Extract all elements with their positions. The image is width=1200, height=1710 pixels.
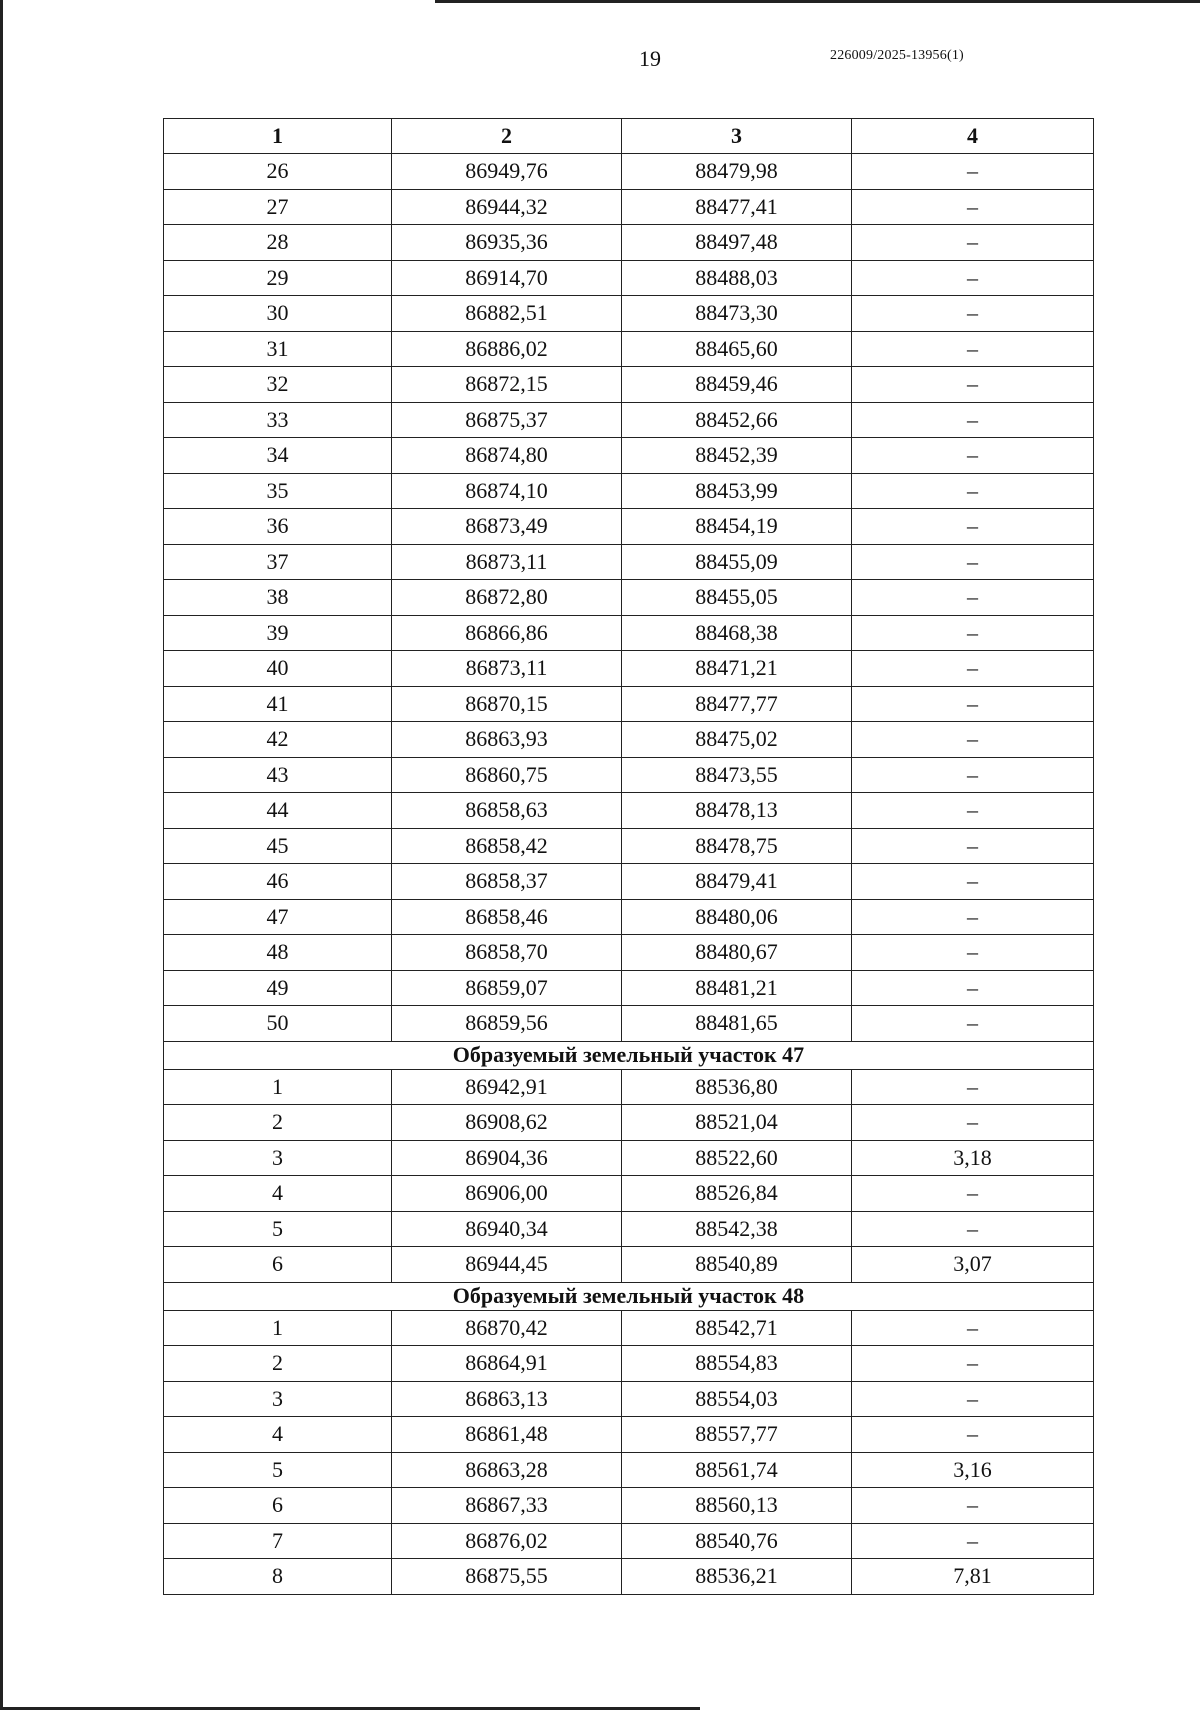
y-coordinate-cell: 88459,46	[622, 367, 852, 403]
x-coordinate-cell: 86944,32	[392, 189, 622, 225]
value-cell: –	[852, 1523, 1094, 1559]
y-coordinate-cell: 88542,38	[622, 1211, 852, 1247]
point-number-cell: 41	[164, 686, 392, 722]
x-coordinate-cell: 86904,36	[392, 1140, 622, 1176]
point-number-cell: 39	[164, 615, 392, 651]
point-number-cell: 33	[164, 402, 392, 438]
table-row	[164, 1140, 1094, 1176]
document-id: 226009/2025-13956(1)	[830, 48, 964, 63]
x-coordinate-cell: 86858,42	[392, 828, 622, 864]
value-cell: –	[852, 1381, 1094, 1417]
point-number-cell: 8	[164, 1559, 392, 1595]
value-cell: –	[852, 402, 1094, 438]
table-header-row	[164, 119, 1094, 154]
value-cell: –	[852, 686, 1094, 722]
x-coordinate-cell: 86859,56	[392, 1006, 622, 1042]
point-number-cell: 28	[164, 225, 392, 261]
y-coordinate-cell: 88473,55	[622, 757, 852, 793]
table-row	[164, 651, 1094, 687]
scan-border-left	[0, 0, 3, 1710]
y-coordinate-cell: 88455,09	[622, 544, 852, 580]
point-number-cell: 43	[164, 757, 392, 793]
table-row	[164, 1559, 1094, 1595]
table-row	[164, 1176, 1094, 1212]
value-cell: –	[852, 438, 1094, 474]
y-coordinate-cell: 88542,71	[622, 1310, 852, 1346]
y-coordinate-cell: 88468,38	[622, 615, 852, 651]
x-coordinate-cell: 86942,91	[392, 1069, 622, 1105]
column-header-2: 2	[392, 119, 622, 154]
x-coordinate-cell: 86863,13	[392, 1381, 622, 1417]
table-row	[164, 1488, 1094, 1524]
section-header-row	[164, 1282, 1094, 1310]
point-number-cell: 26	[164, 154, 392, 190]
coordinates-table	[163, 118, 1094, 1595]
y-coordinate-cell: 88560,13	[622, 1488, 852, 1524]
table-row	[164, 1346, 1094, 1382]
value-cell: –	[852, 154, 1094, 190]
value-cell: 3,07	[852, 1247, 1094, 1283]
y-coordinate-cell: 88455,05	[622, 580, 852, 616]
section-title: Образуемый земельный участок 47	[164, 1041, 1094, 1069]
x-coordinate-cell: 86864,91	[392, 1346, 622, 1382]
x-coordinate-cell: 86949,76	[392, 154, 622, 190]
x-coordinate-cell: 86944,45	[392, 1247, 622, 1283]
value-cell: –	[852, 1069, 1094, 1105]
table-row	[164, 1247, 1094, 1283]
x-coordinate-cell: 86876,02	[392, 1523, 622, 1559]
section-title: Образуемый земельный участок 48	[164, 1282, 1094, 1310]
y-coordinate-cell: 88481,65	[622, 1006, 852, 1042]
value-cell: –	[852, 970, 1094, 1006]
y-coordinate-cell: 88540,89	[622, 1247, 852, 1283]
y-coordinate-cell: 88488,03	[622, 260, 852, 296]
point-number-cell: 42	[164, 722, 392, 758]
value-cell: –	[852, 1006, 1094, 1042]
y-coordinate-cell: 88554,83	[622, 1346, 852, 1382]
column-header-3: 3	[622, 119, 852, 154]
y-coordinate-cell: 88497,48	[622, 225, 852, 261]
y-coordinate-cell: 88477,77	[622, 686, 852, 722]
scan-border-top	[435, 0, 1200, 3]
value-cell: 7,81	[852, 1559, 1094, 1595]
value-cell: –	[852, 864, 1094, 900]
y-coordinate-cell: 88471,21	[622, 651, 852, 687]
x-coordinate-cell: 86870,42	[392, 1310, 622, 1346]
value-cell: –	[852, 331, 1094, 367]
value-cell: –	[852, 1310, 1094, 1346]
table-row	[164, 935, 1094, 971]
point-number-cell: 3	[164, 1381, 392, 1417]
y-coordinate-cell: 88521,04	[622, 1105, 852, 1141]
y-coordinate-cell: 88481,21	[622, 970, 852, 1006]
x-coordinate-cell: 86858,70	[392, 935, 622, 971]
table-row	[164, 225, 1094, 261]
point-number-cell: 29	[164, 260, 392, 296]
value-cell: –	[852, 1211, 1094, 1247]
table-row	[164, 1105, 1094, 1141]
x-coordinate-cell: 86872,15	[392, 367, 622, 403]
value-cell: –	[852, 757, 1094, 793]
table-row	[164, 473, 1094, 509]
table-row	[164, 154, 1094, 190]
point-number-cell: 47	[164, 899, 392, 935]
table-row	[164, 1523, 1094, 1559]
point-number-cell: 38	[164, 580, 392, 616]
point-number-cell: 35	[164, 473, 392, 509]
point-number-cell: 2	[164, 1346, 392, 1382]
point-number-cell: 5	[164, 1452, 392, 1488]
y-coordinate-cell: 88479,98	[622, 154, 852, 190]
y-coordinate-cell: 88465,60	[622, 331, 852, 367]
point-number-cell: 5	[164, 1211, 392, 1247]
table-row	[164, 722, 1094, 758]
column-header-1: 1	[164, 119, 392, 154]
table-row	[164, 1006, 1094, 1042]
point-number-cell: 27	[164, 189, 392, 225]
value-cell: –	[852, 189, 1094, 225]
x-coordinate-cell: 86882,51	[392, 296, 622, 332]
x-coordinate-cell: 86872,80	[392, 580, 622, 616]
table-row	[164, 438, 1094, 474]
x-coordinate-cell: 86867,33	[392, 1488, 622, 1524]
table-row	[164, 580, 1094, 616]
point-number-cell: 6	[164, 1488, 392, 1524]
table-row	[164, 793, 1094, 829]
value-cell: –	[852, 1488, 1094, 1524]
value-cell: –	[852, 1176, 1094, 1212]
table-row	[164, 189, 1094, 225]
point-number-cell: 4	[164, 1417, 392, 1453]
y-coordinate-cell: 88452,39	[622, 438, 852, 474]
y-coordinate-cell: 88473,30	[622, 296, 852, 332]
page-number: 19	[639, 46, 661, 71]
value-cell: –	[852, 225, 1094, 261]
y-coordinate-cell: 88536,21	[622, 1559, 852, 1595]
value-cell: –	[852, 580, 1094, 616]
x-coordinate-cell: 86874,10	[392, 473, 622, 509]
section-header-row	[164, 1041, 1094, 1069]
x-coordinate-cell: 86873,49	[392, 509, 622, 545]
point-number-cell: 31	[164, 331, 392, 367]
x-coordinate-cell: 86866,86	[392, 615, 622, 651]
y-coordinate-cell: 88540,76	[622, 1523, 852, 1559]
value-cell: –	[852, 899, 1094, 935]
y-coordinate-cell: 88561,74	[622, 1452, 852, 1488]
table-row	[164, 899, 1094, 935]
y-coordinate-cell: 88480,67	[622, 935, 852, 971]
point-number-cell: 48	[164, 935, 392, 971]
x-coordinate-cell: 86908,62	[392, 1105, 622, 1141]
x-coordinate-cell: 86861,48	[392, 1417, 622, 1453]
value-cell: –	[852, 828, 1094, 864]
point-number-cell: 1	[164, 1069, 392, 1105]
x-coordinate-cell: 86906,00	[392, 1176, 622, 1212]
point-number-cell: 30	[164, 296, 392, 332]
point-number-cell: 49	[164, 970, 392, 1006]
y-coordinate-cell: 88452,66	[622, 402, 852, 438]
table-row	[164, 1211, 1094, 1247]
y-coordinate-cell: 88453,99	[622, 473, 852, 509]
table-row	[164, 970, 1094, 1006]
value-cell: –	[852, 367, 1094, 403]
point-number-cell: 50	[164, 1006, 392, 1042]
x-coordinate-cell: 86858,46	[392, 899, 622, 935]
y-coordinate-cell: 88536,80	[622, 1069, 852, 1105]
value-cell: 3,18	[852, 1140, 1094, 1176]
table-row	[164, 1381, 1094, 1417]
table-row	[164, 828, 1094, 864]
point-number-cell: 34	[164, 438, 392, 474]
value-cell: –	[852, 722, 1094, 758]
x-coordinate-cell: 86886,02	[392, 331, 622, 367]
table-body	[164, 154, 1094, 1595]
value-cell: –	[852, 651, 1094, 687]
x-coordinate-cell: 86940,34	[392, 1211, 622, 1247]
column-header-4: 4	[852, 119, 1094, 154]
x-coordinate-cell: 86870,15	[392, 686, 622, 722]
y-coordinate-cell: 88554,03	[622, 1381, 852, 1417]
value-cell: –	[852, 1105, 1094, 1141]
x-coordinate-cell: 86875,55	[392, 1559, 622, 1595]
point-number-cell: 7	[164, 1523, 392, 1559]
point-number-cell: 44	[164, 793, 392, 829]
value-cell: 3,16	[852, 1452, 1094, 1488]
y-coordinate-cell: 88475,02	[622, 722, 852, 758]
point-number-cell: 45	[164, 828, 392, 864]
y-coordinate-cell: 88526,84	[622, 1176, 852, 1212]
y-coordinate-cell: 88477,41	[622, 189, 852, 225]
y-coordinate-cell: 88454,19	[622, 509, 852, 545]
x-coordinate-cell: 86875,37	[392, 402, 622, 438]
point-number-cell: 36	[164, 509, 392, 545]
point-number-cell: 40	[164, 651, 392, 687]
value-cell: –	[852, 296, 1094, 332]
x-coordinate-cell: 86858,63	[392, 793, 622, 829]
table-row	[164, 1417, 1094, 1453]
x-coordinate-cell: 86935,36	[392, 225, 622, 261]
value-cell: –	[852, 793, 1094, 829]
y-coordinate-cell: 88479,41	[622, 864, 852, 900]
x-coordinate-cell: 86860,75	[392, 757, 622, 793]
x-coordinate-cell: 86858,37	[392, 864, 622, 900]
table-row	[164, 402, 1094, 438]
table-row	[164, 260, 1094, 296]
table-row	[164, 509, 1094, 545]
value-cell: –	[852, 544, 1094, 580]
x-coordinate-cell: 86873,11	[392, 651, 622, 687]
value-cell: –	[852, 1417, 1094, 1453]
table-row	[164, 864, 1094, 900]
y-coordinate-cell: 88478,13	[622, 793, 852, 829]
x-coordinate-cell: 86863,93	[392, 722, 622, 758]
table-row	[164, 757, 1094, 793]
table-row	[164, 615, 1094, 651]
table-row	[164, 331, 1094, 367]
y-coordinate-cell: 88522,60	[622, 1140, 852, 1176]
x-coordinate-cell: 86914,70	[392, 260, 622, 296]
y-coordinate-cell: 88480,06	[622, 899, 852, 935]
x-coordinate-cell: 86874,80	[392, 438, 622, 474]
value-cell: –	[852, 509, 1094, 545]
point-number-cell: 32	[164, 367, 392, 403]
point-number-cell: 3	[164, 1140, 392, 1176]
value-cell: –	[852, 260, 1094, 296]
x-coordinate-cell: 86863,28	[392, 1452, 622, 1488]
x-coordinate-cell: 86859,07	[392, 970, 622, 1006]
table-row	[164, 1452, 1094, 1488]
point-number-cell: 2	[164, 1105, 392, 1141]
table-row	[164, 367, 1094, 403]
table-row	[164, 296, 1094, 332]
value-cell: –	[852, 935, 1094, 971]
x-coordinate-cell: 86873,11	[392, 544, 622, 580]
table-row	[164, 544, 1094, 580]
value-cell: –	[852, 615, 1094, 651]
table-row	[164, 1069, 1094, 1105]
point-number-cell: 4	[164, 1176, 392, 1212]
table-row	[164, 686, 1094, 722]
y-coordinate-cell: 88478,75	[622, 828, 852, 864]
point-number-cell: 37	[164, 544, 392, 580]
point-number-cell: 46	[164, 864, 392, 900]
value-cell: –	[852, 1346, 1094, 1382]
point-number-cell: 6	[164, 1247, 392, 1283]
y-coordinate-cell: 88557,77	[622, 1417, 852, 1453]
table-row	[164, 1310, 1094, 1346]
value-cell: –	[852, 473, 1094, 509]
point-number-cell: 1	[164, 1310, 392, 1346]
